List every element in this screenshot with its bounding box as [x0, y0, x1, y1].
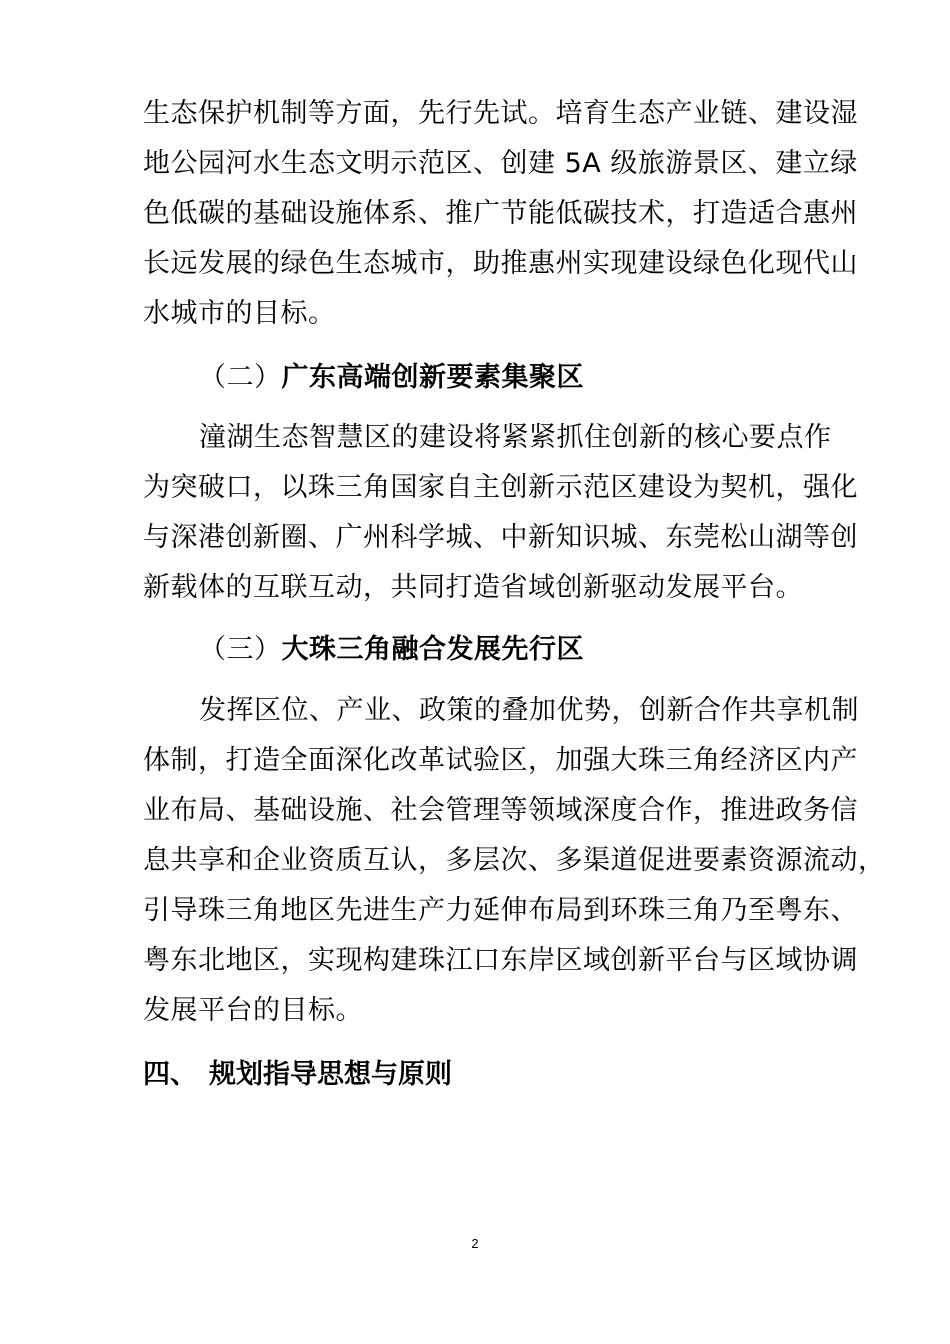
paragraph-line: 为突破口，以珠三角国家自主创新示范区建设为契机，强化: [143, 472, 858, 503]
paragraph-line: 与深港创新圈、广州科学城、中新知识城、东莞松山湖等创: [143, 522, 858, 553]
paragraph-line: 发挥区位、产业、政策的叠加优势，创新合作共享机制: [199, 695, 859, 726]
paragraph-line: 水城市的目标。: [143, 298, 336, 329]
page-number: 2: [471, 1236, 479, 1251]
section-number: 四、: [143, 1059, 197, 1090]
section-heading-4: [143, 1058, 452, 1092]
subsection-title: 大珠三角融合发展先行区: [281, 634, 584, 665]
paragraph-line: 地公园河水生态文明示范区、创建 5A 级旅游景区、建立绿: [143, 148, 858, 179]
subsection-heading-2: [199, 361, 584, 395]
paragraph-line: 生态保护机制等方面，先行先试。培育生态产业链、建设湿: [143, 98, 858, 129]
subsection-title: 广东高端创新要素集聚区: [281, 362, 584, 393]
paragraph-line: 息共享和企业资质互认，多层次、多渠道促进要素资源流动，: [143, 845, 886, 876]
paragraph-line: 发展平台的目标。: [143, 995, 363, 1026]
paragraph-line: 业布局、基础设施、社会管理等领域深度合作，推进政务信: [143, 795, 858, 826]
subsection-number: （三）: [199, 634, 282, 665]
paragraph-line: 潼湖生态智慧区的建设将紧紧抓住创新的核心要点作: [199, 422, 832, 453]
subsection-number: （二）: [199, 362, 282, 393]
section-title: 规划指导思想与原则: [209, 1059, 452, 1090]
paragraph-line: 引导珠三角地区先进生产力延伸布局到环珠三角乃至粤东、: [143, 895, 858, 926]
paragraph-line: 新载体的互联互动，共同打造省域创新驱动发展平台。: [143, 572, 803, 603]
paragraph-line: 色低碳的基础设施体系、推广节能低碳技术，打造适合惠州: [143, 198, 858, 229]
paragraph-line: 体制，打造全面深化改革试验区，加强大珠三角经济区内产: [143, 745, 858, 776]
subsection-heading-3: [199, 633, 584, 667]
paragraph-line: 粤东北地区，实现构建珠江口东岸区域创新平台与区域协调: [143, 945, 858, 976]
paragraph-line: 长远发展的绿色生态城市，助推惠州实现建设绿色化现代山: [143, 248, 858, 279]
